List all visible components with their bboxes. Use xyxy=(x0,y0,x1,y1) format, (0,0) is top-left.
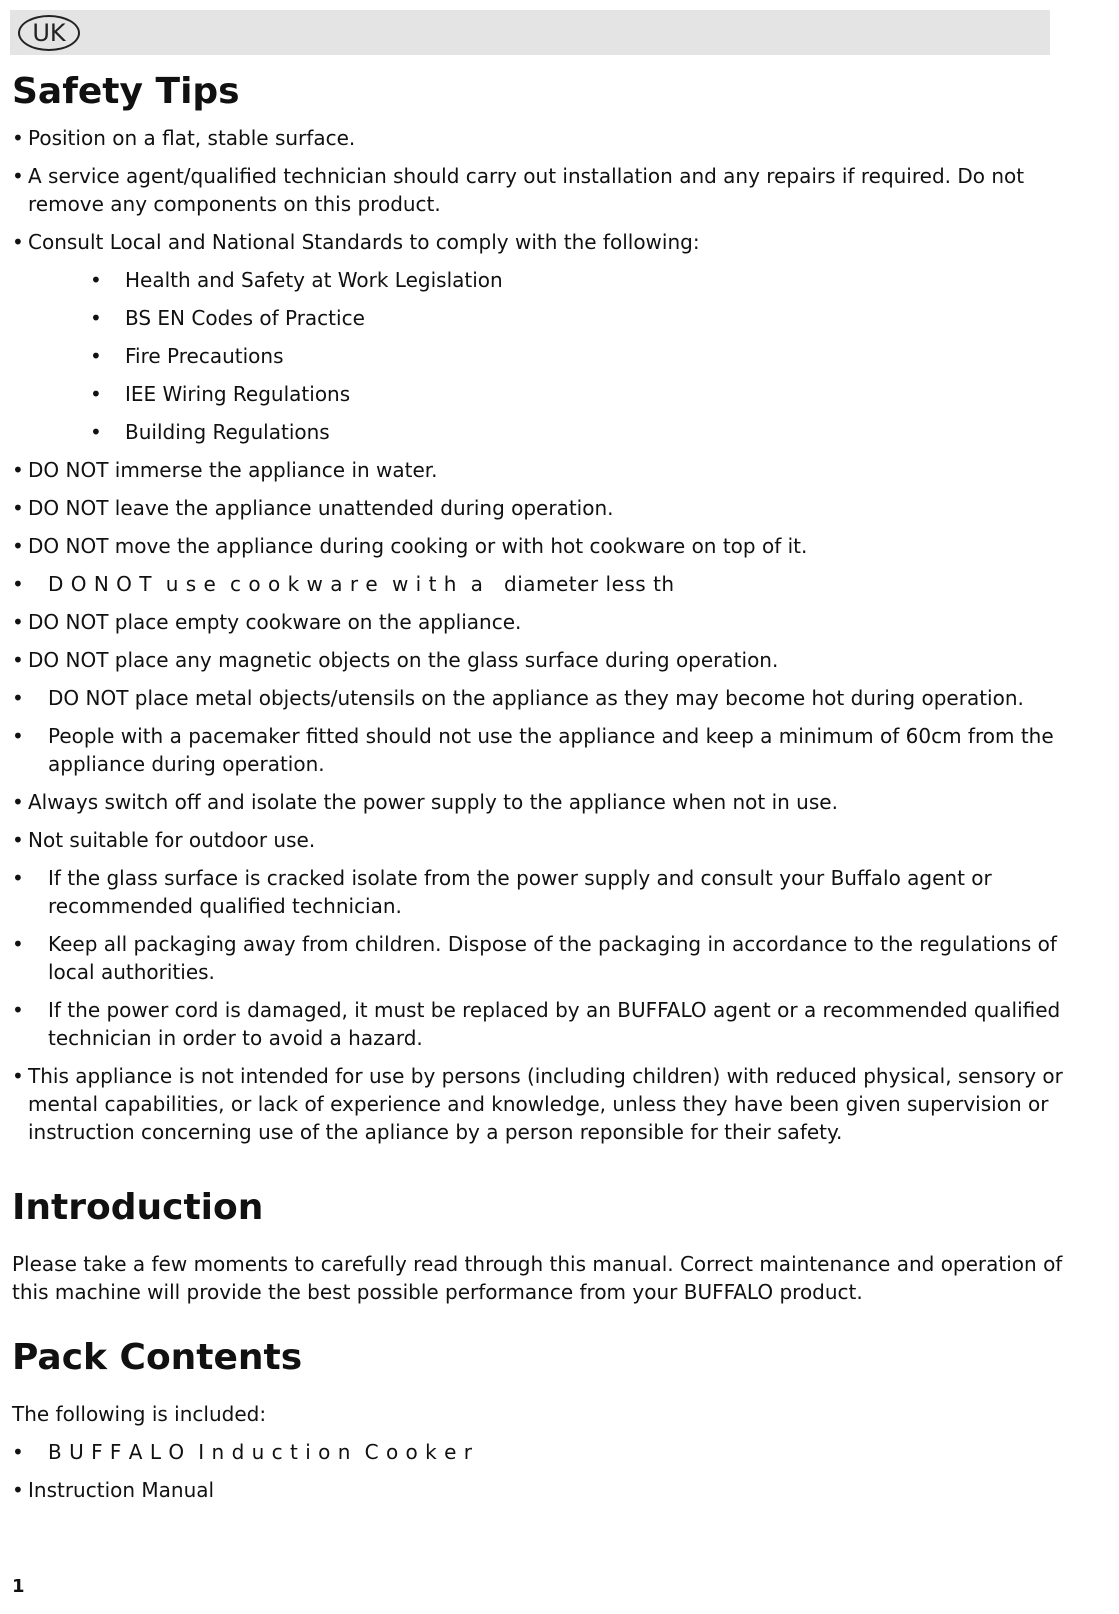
standards-item: • IEE Wiring Regulations xyxy=(12,380,1097,408)
list-item: • Not suitable for outdoor use. xyxy=(12,826,1097,854)
document-content xyxy=(12,70,1097,1514)
list-item: • Instruction Manual xyxy=(12,1476,1097,1504)
list-item: • This appliance is not intended for use by persons (including children) with reduced physical, sensory or mental capabilities, or lack of experience and knowledge, unless they have been given supervision or instruction concerning use of the apliance by a person reponsible for their safety. xyxy=(12,1062,1097,1146)
pack-contents-intro: The following is included: xyxy=(12,1402,267,1426)
list-item: • DO NOT place empty cookware on the appliance. xyxy=(12,608,1097,636)
list-item: • DO NOT place metal objects/utensils on the appliance as they may become hot during operation. xyxy=(12,684,1097,712)
standards-item: • Building Regulations xyxy=(12,418,1097,446)
list-item: • D O N O T u s e c o o k w a r e w i t h a diameter less th xyxy=(12,570,1097,598)
list-item: • DO NOT move the appliance during cooking or with hot cookware on top of it. xyxy=(12,532,1097,560)
list-item: • A service agent/qualified technician should carry out installation and any repairs if required. Do not remove any components on this product. xyxy=(12,162,1097,218)
list-item: • B U F F A L O I n d u c t i o n C o o k e r xyxy=(12,1438,1097,1466)
list-item: • Keep all packaging away from children. Dispose of the packaging in accordance to the regulations of local authorities. xyxy=(12,930,1097,986)
list-item: • DO NOT immerse the appliance in water. xyxy=(12,456,1097,484)
list-item: • Always switch off and isolate the power supply to the appliance when not in use. xyxy=(12,788,1097,816)
page-number: 1 xyxy=(12,1576,25,1597)
pack-contents-title: Pack Contents xyxy=(12,1337,303,1378)
list-item: • People with a pacemaker fitted should not use the appliance and keep a minimum of 60cm from the appliance during operation. xyxy=(12,722,1097,778)
standards-item: • BS EN Codes of Practice xyxy=(12,304,1097,332)
standards-item: • Health and Safety at Work Legislation xyxy=(12,266,1097,294)
list-item: • If the glass surface is cracked isolate from the power supply and consult your Buffalo agent or recommended qualified technician. xyxy=(12,864,1097,920)
introduction-title: Introduction xyxy=(12,1187,264,1228)
list-item: • DO NOT place any magnetic objects on the glass surface during operation. xyxy=(12,646,1097,674)
list-item: • Consult Local and National Standards to comply with the following: xyxy=(12,228,1097,256)
safety-tips-title: Safety Tips xyxy=(12,71,240,112)
introduction-text: Please take a few moments to carefully read through this manual. Correct maintenance and operation of this machine will provide the best possible performance from your BUFFALO product. xyxy=(12,1252,1063,1304)
standards-item: • Fire Precautions xyxy=(12,342,1097,370)
uk-badge: UK xyxy=(18,15,80,51)
header-bar xyxy=(10,10,1050,55)
list-item: • Position on a flat, stable surface. xyxy=(12,124,1097,152)
list-item: • DO NOT leave the appliance unattended during operation. xyxy=(12,494,1097,522)
list-item: • If the power cord is damaged, it must be replaced by an BUFFALO agent or a recommended qualified technician in order to avoid a hazard. xyxy=(12,996,1097,1052)
safety-tips-list xyxy=(12,124,1097,1146)
pack-contents-list xyxy=(12,1438,1097,1504)
